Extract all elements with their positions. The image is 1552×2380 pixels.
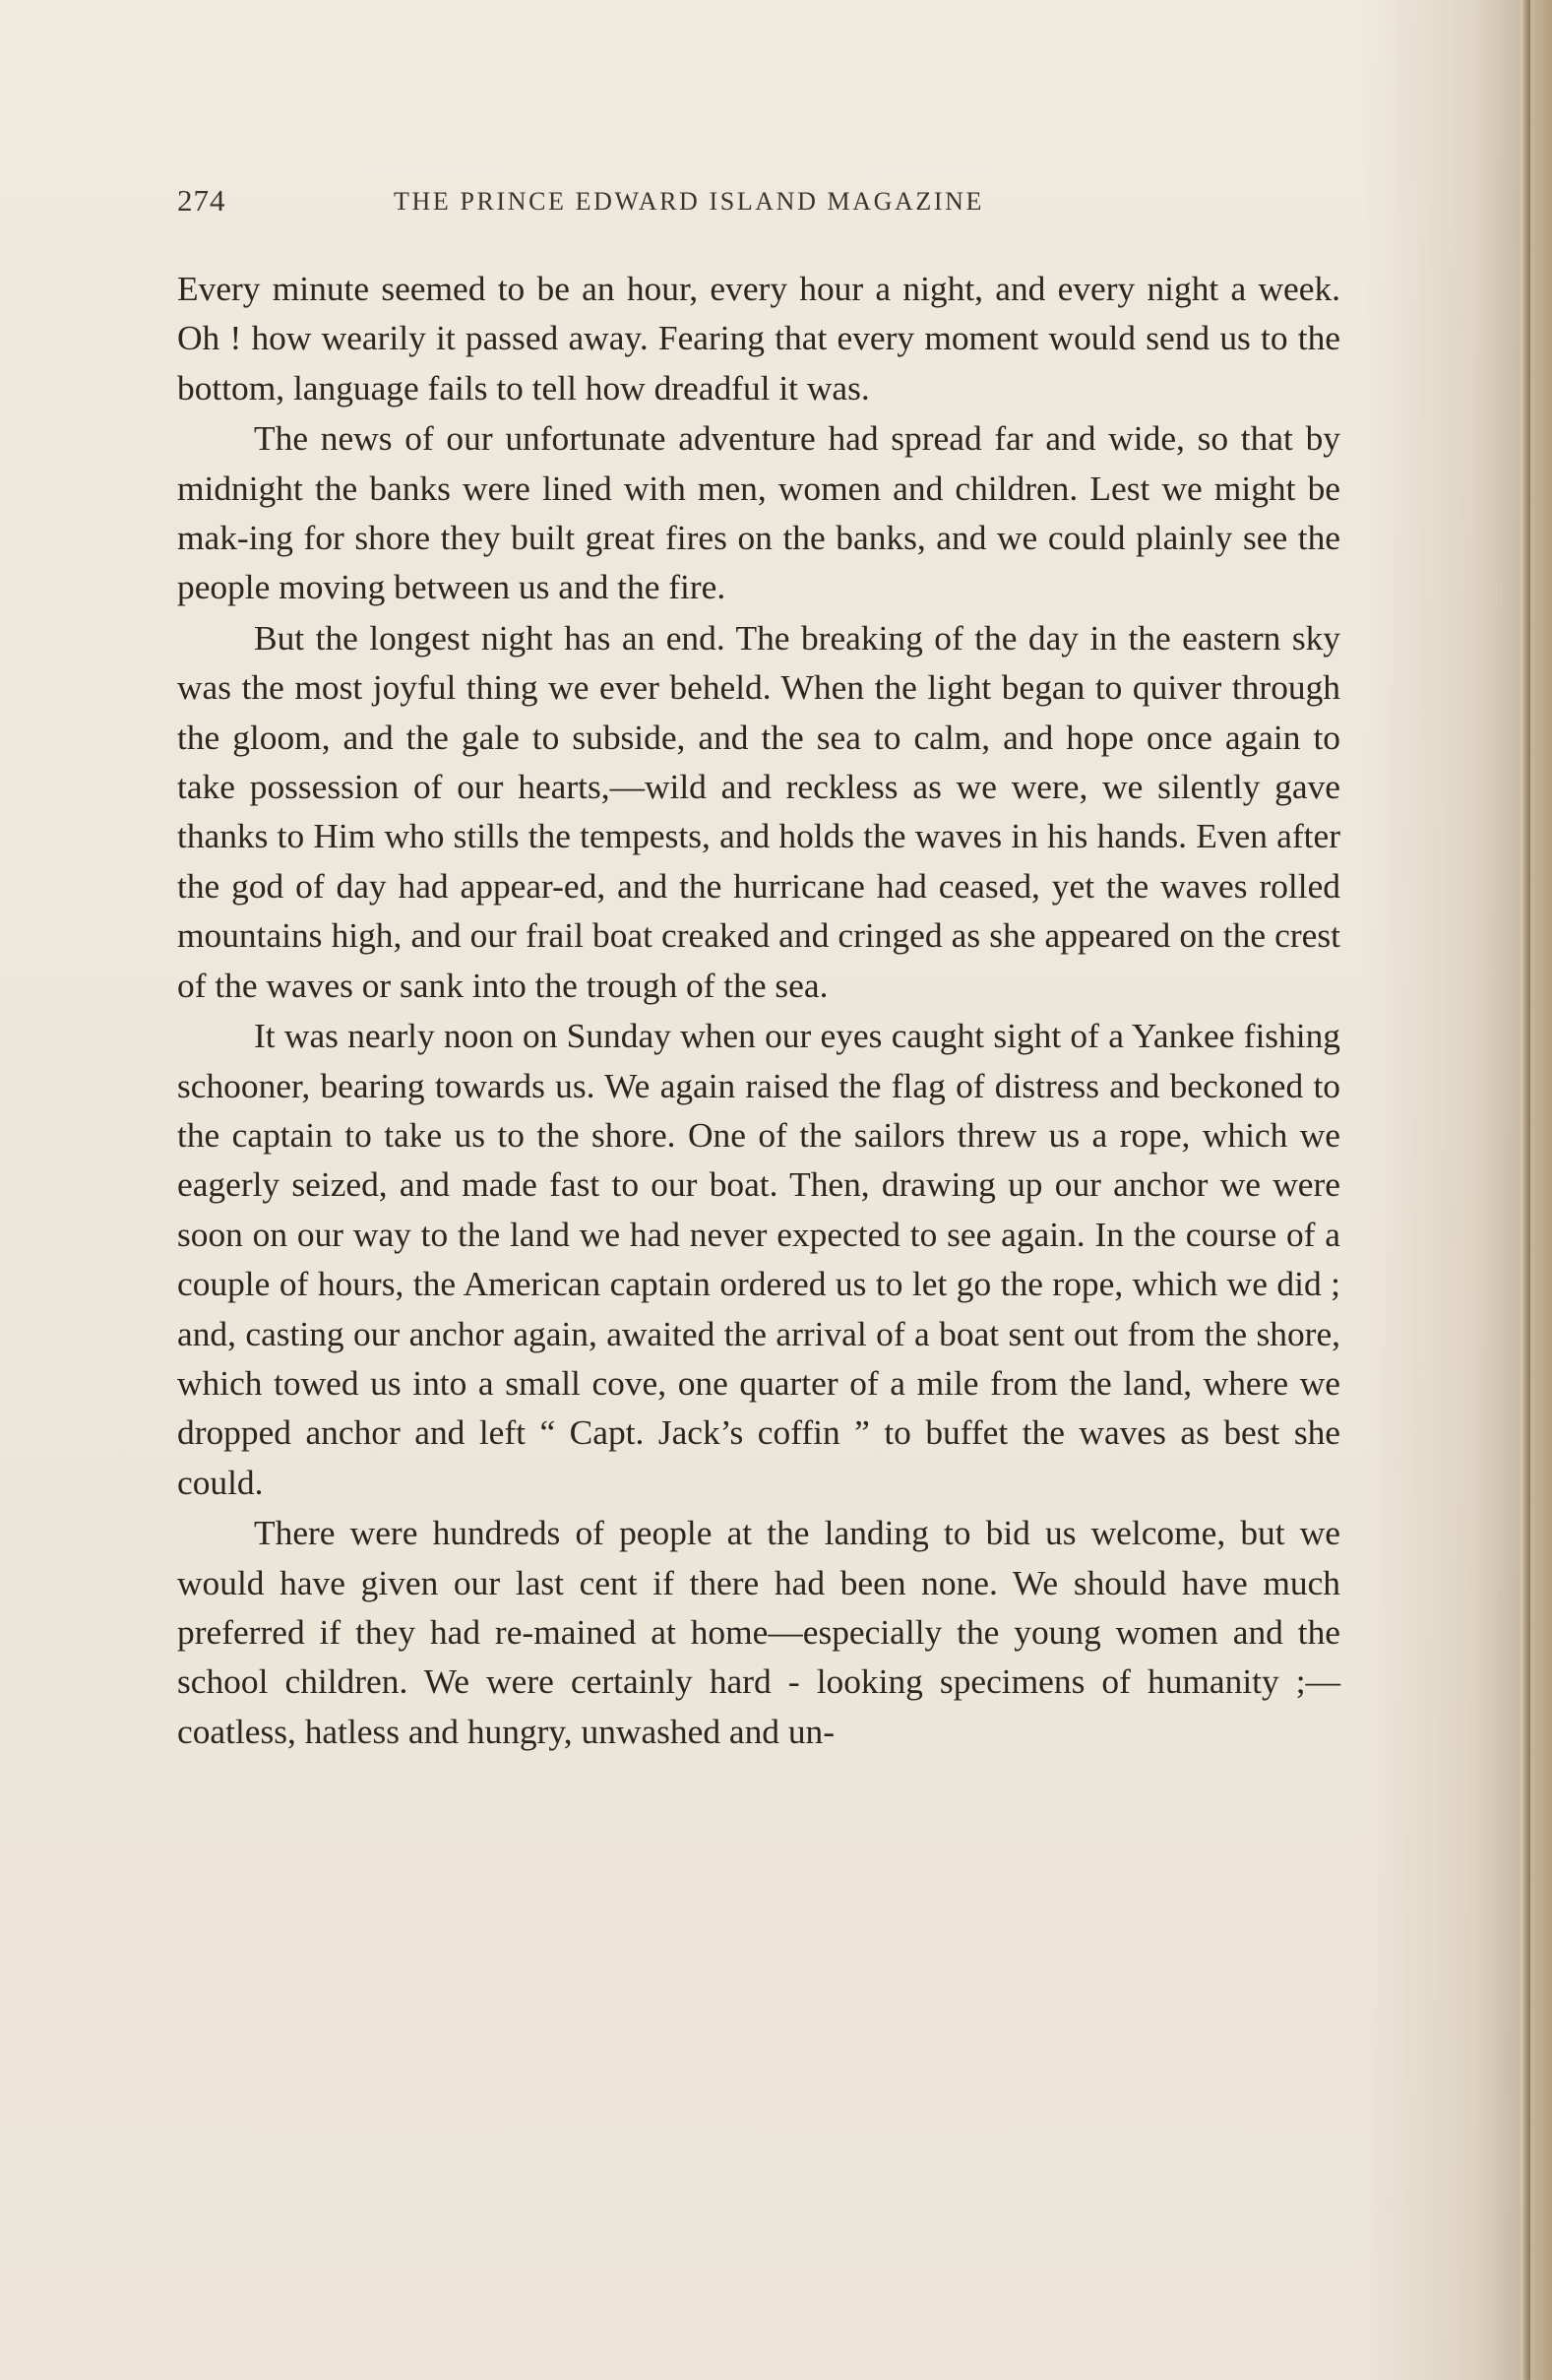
- page-header: [177, 183, 1348, 242]
- paragraph-4: It was nearly noon on Sunday when our eyes caught sight of a Yankee fishing schooner, bearing towards us. We again raised the flag of distress and beckoned to the captain to take us to the shore. One of the sailors threw us a rope, which we eagerly seized, and made fast to our boat. Then, drawing up our anchor we were soon on our way to the land we had never expected to see again. In the course of a couple of hours, the American captain ordered us to let go the rope, which we did ; and, casting our anchor again, awaited the arrival of a boat sent out from the shore, which towed us into a small cove, one quarter of a mile from the land, where we dropped anchor and left “ Capt. Jack’s coffin ” to buffet the waves as best she could.: [177, 1016, 1340, 1502]
- paragraph-3: But the longest night has an end. The breaking of the day in the eastern sky was the most joyful thing we ever beheld. When the light began to quiver through the gloom, and the gale to subside, and the sea to calm, and hope once again to take possession of our hearts,—wild and reckless as we were, we silently gave thanks to Him who stills the tempests, and holds the waves in his hands. Even after the god of day had appear-ed, and the hurricane had ceased, yet the waves rolled mountains high, and our frail boat creaked and cringed as she appeared on the crest of the waves or sank into the trough of the sea.: [177, 617, 1340, 1005]
- page-edge-shadow: [1530, 0, 1552, 2380]
- page-gutter: [1521, 0, 1530, 2380]
- page-number: 274: [177, 183, 226, 218]
- body-text: [177, 264, 1340, 1756]
- paragraph-2: The news of our unfortunate adventure had spread far and wide, so that by midnight the banks were lined with men, women and children. Lest we might be mak-ing for shore they built great fires on the banks, and we could plainly see the people moving between us and the fire.: [177, 418, 1340, 607]
- paragraph-5: There were hundreds of people at the landing to bid us welcome, but we would have given our last cent if there had been none. We should have much preferred if they had re-mained at home—especially the young women and the school children. We were certainly hard - looking specimens of humanity ;—coatless, hatless and hungry, unwashed and un-: [177, 1513, 1340, 1751]
- paragraph-1: Every minute seemed to be an hour, every hour a night, and every night a week. Oh ! how wearily it passed away. Fearing that every moment would send us to the bottom, language fails to tell how dreadful it was.: [177, 269, 1340, 407]
- running-title: THE PRINCE EDWARD ISLAND MAGAZINE: [394, 187, 984, 216]
